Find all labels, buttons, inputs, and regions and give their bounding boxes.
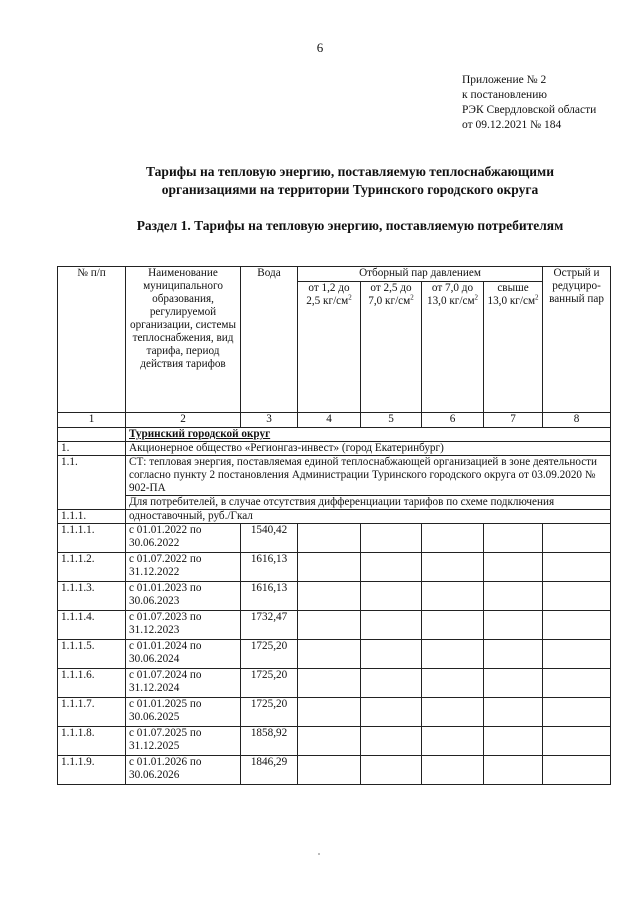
water-tariff-cell: 1616,13 (241, 553, 298, 582)
row-number: 1.1.1.1. (58, 524, 126, 553)
water-tariff-cell: 1540,42 (241, 524, 298, 553)
appendix-line: от 09.12.2021 № 184 (462, 119, 562, 131)
empty-cell (543, 582, 611, 611)
water-tariff-cell: 1725,20 (241, 698, 298, 727)
column-number-row (58, 413, 611, 428)
empty-cell (484, 524, 543, 553)
tariff-rows (58, 524, 611, 785)
empty-cell (298, 611, 361, 640)
period-cell: с 01.07.2022 по 31.12.2022 (126, 553, 241, 582)
empty-cell (484, 611, 543, 640)
empty-cell (422, 553, 484, 582)
period-cell: с 01.01.2025 по 30.06.2025 (126, 698, 241, 727)
table-row (58, 669, 611, 698)
empty-cell (361, 698, 422, 727)
empty-cell (543, 524, 611, 553)
title-line: организациями на территории Туринского городского округа (161, 182, 539, 197)
empty-cell (484, 582, 543, 611)
empty-cell (543, 698, 611, 727)
header-row (58, 267, 611, 282)
empty-cell (422, 669, 484, 698)
table-row (58, 756, 611, 785)
table-row (58, 727, 611, 756)
empty-cell (361, 756, 422, 785)
empty-cell (298, 669, 361, 698)
table-row (58, 553, 611, 582)
water-tariff-cell: 1616,13 (241, 582, 298, 611)
period-cell: с 01.07.2024 по 31.12.2024 (126, 669, 241, 698)
col-number: 3 (241, 413, 298, 428)
document-title (60, 163, 640, 199)
water-tariff-cell: 1732,47 (241, 611, 298, 640)
consumers-row (58, 496, 611, 510)
organization-row (58, 442, 611, 456)
empty-cell (422, 524, 484, 553)
empty-cell (422, 756, 484, 785)
col-number: 6 (422, 413, 484, 428)
row-number: 1.1.1.2. (58, 553, 126, 582)
period-cell: с 01.07.2023 по 31.12.2023 (126, 611, 241, 640)
empty-cell (484, 727, 543, 756)
tariff-type-row (58, 510, 611, 524)
empty-cell (361, 727, 422, 756)
header-steam-4: свыше 13,0 $кг/см^2$ (484, 282, 543, 413)
page-number: 6 (316, 40, 324, 55)
row-number: 1. (58, 442, 126, 456)
row-number: 1.1.1.6. (58, 669, 126, 698)
row-number: 1.1.1.7. (58, 698, 126, 727)
empty-cell (298, 582, 361, 611)
appendix-line: Приложение № 2 (462, 74, 547, 86)
empty-cell (298, 640, 361, 669)
municipality-row (58, 428, 611, 442)
col-number: 7 (484, 413, 543, 428)
empty-cell (361, 640, 422, 669)
empty-cell (484, 756, 543, 785)
empty-cell (361, 611, 422, 640)
empty-cell (298, 756, 361, 785)
header-steam-group: Отборный пар давлением (298, 267, 543, 282)
empty-cell (543, 611, 611, 640)
empty-cell (298, 727, 361, 756)
col-number: 2 (126, 413, 241, 428)
header-live-steam: Острый и редуциро-ванный пар (543, 267, 611, 413)
tariff-table (57, 266, 611, 785)
appendix-block (462, 73, 596, 133)
section-title: Раздел 1. Тарифы на тепловую энергию, поставляемую потребителям (136, 218, 564, 233)
period-cell: с 01.01.2026 по 30.06.2026 (126, 756, 241, 785)
row-number: 1.1.1.3. (58, 582, 126, 611)
col-number: 4 (298, 413, 361, 428)
period-cell: с 01.01.2024 по 30.06.2024 (126, 640, 241, 669)
col-number: 5 (361, 413, 422, 428)
empty-cell (361, 582, 422, 611)
header-steam-1: от 1,2 до 2,5 $кг/см^2$ (298, 282, 361, 413)
water-tariff-cell: 1725,20 (241, 640, 298, 669)
water-tariff-cell: 1858,92 (241, 727, 298, 756)
header-water: Вода (241, 267, 298, 413)
system-row (58, 456, 611, 496)
title-line: Тарифы на тепловую энергию, поставляемую теплоснабжающими (146, 164, 554, 179)
consumers-description: Для потребителей, в случае отсутствия дифференциации тарифов по схеме подключения (126, 496, 611, 510)
row-number: 1.1. (58, 456, 126, 510)
empty-cell (422, 611, 484, 640)
empty-cell (543, 756, 611, 785)
table-row (58, 698, 611, 727)
empty-cell (361, 553, 422, 582)
municipality-name: Туринский городской округ (126, 428, 611, 442)
empty-cell (484, 669, 543, 698)
empty-cell (422, 582, 484, 611)
empty-cell (484, 698, 543, 727)
table-row (58, 611, 611, 640)
row-number: 1.1.1.8. (58, 727, 126, 756)
empty-cell (422, 727, 484, 756)
empty-cell (484, 640, 543, 669)
row-number: 1.1.1. (58, 510, 126, 524)
row-number: 1.1.1.4. (58, 611, 126, 640)
header-steam-2: от 2,5 до 7,0 $кг/см^2$ (361, 282, 422, 413)
col-number: 8 (543, 413, 611, 428)
header-steam-3: от 7,0 до 13,0 $кг/см^2$ (422, 282, 484, 413)
header-name: Наименование муниципального образования, регулируемой организации, системы теплоснабжения, вид тарифа, период действия тарифов (126, 267, 241, 413)
period-cell: с 01.01.2023 по 30.06.2023 (126, 582, 241, 611)
system-description: СТ: тепловая энергия, поставляемая единой теплоснабжающей организацией в зоне деятельности согласно пункту 2 постановления Администрации Туринского городского округа от 03.09.2020 № 902-ПА (126, 456, 611, 496)
period-cell: с 01.07.2025 по 31.12.2025 (126, 727, 241, 756)
col-number: 1 (58, 413, 126, 428)
empty-cell (543, 640, 611, 669)
empty-cell (543, 669, 611, 698)
tariff-type: одноставочный, руб./Гкал (126, 510, 611, 524)
empty-cell (298, 553, 361, 582)
empty-cell (484, 553, 543, 582)
table-row (58, 582, 611, 611)
empty-cell (543, 553, 611, 582)
water-tariff-cell: 1846,29 (241, 756, 298, 785)
period-cell: с 01.01.2022 по 30.06.2022 (126, 524, 241, 553)
empty-cell (422, 640, 484, 669)
empty-cell (543, 727, 611, 756)
empty-cell (298, 698, 361, 727)
table-row (58, 640, 611, 669)
empty-cell (361, 669, 422, 698)
water-tariff-cell: 1725,20 (241, 669, 298, 698)
empty-cell (422, 698, 484, 727)
row-number: 1.1.1.9. (58, 756, 126, 785)
organization-name: Акционерное общество «Регионгаз-инвест» (город Екатеринбург) (126, 442, 611, 456)
empty-cell (361, 524, 422, 553)
table-row (58, 524, 611, 553)
appendix-line: РЭК Свердловской области (462, 104, 597, 116)
row-number: 1.1.1.5. (58, 640, 126, 669)
empty-cell (298, 524, 361, 553)
appendix-line: к постановлению (462, 89, 547, 101)
header-num: № п/п (58, 267, 126, 413)
scan-speck (318, 853, 320, 855)
